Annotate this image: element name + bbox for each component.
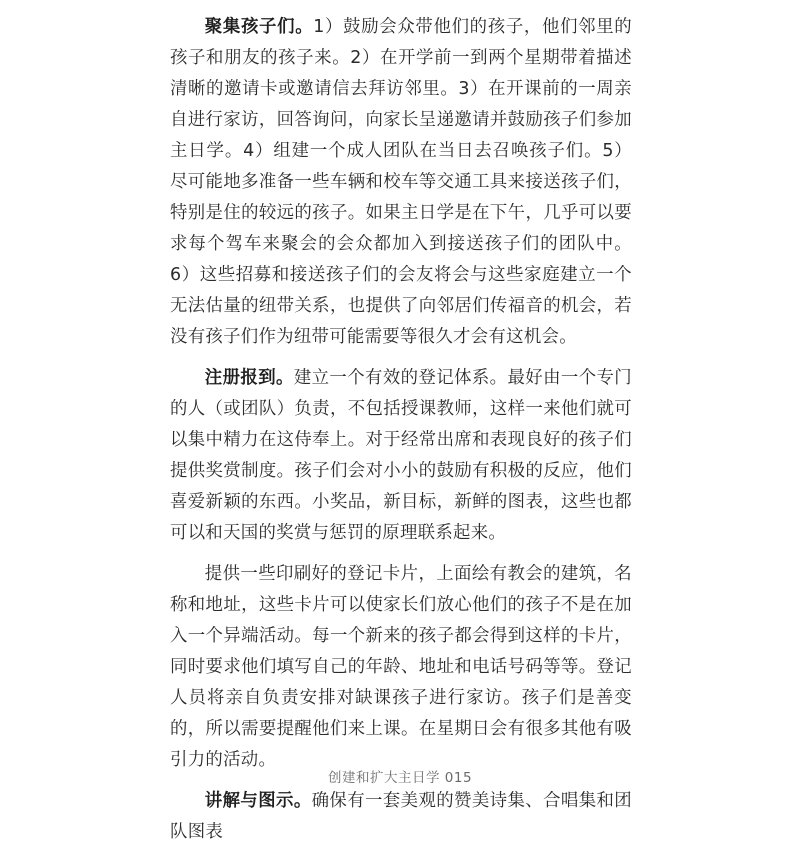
paragraph-text: 确保有一套美观的赞美诗集、合唱集和团队图表 [170,791,632,842]
paragraph-text: 1）鼓励会众带他们的孩子，他们邻里的孩子和朋友的孩子来。2）在开学前一到两个星期带着描述清晰的邀请卡或邀请信去拜访邻里。3）在开课前的一周亲自进行家访，回答询问，向家长呈递邀请并鼓励孩子们参加主日学。4）组建一个成人团队在当日去召唤孩子们。5）尽可能地多准备一些车辆和校车等交通工具来接送孩子们，特别是住的较远的孩子。如果主日学是在下午，几乎可以要求每个驾车来聚会的会众都加入到接送孩子们的团队中。6）这些招募和接送孩子们的会友将会与这些家庭建立一个无法估量的纽带关系，也提供了向邻居们传福音的机会，若没有孩子们作为纽带可能需要等很久才会有这机会。 [170,17,632,347]
paragraph-registration-cards [170,559,632,776]
paragraph-heading: 聚集孩子们。 [204,17,314,37]
paragraph-heading: 讲解与图示。 [204,791,312,811]
paragraph-gathering-children [170,12,632,353]
page-body [170,12,632,858]
paragraph-heading: 注册报到。 [204,368,294,388]
paragraph-text: 建立一个有效的登记体系。最好由一个专门的人（或团队）负责，不包括授课教师，这样一来他们就可以集中精力在这侍奉上。对于经常出席和表现良好的孩子们提供奖赏制度。孩子们会对小小的鼓励有积极的反应，他们喜爱新颖的东西。小奖品，新目标，新鲜的图表，这些也都可以和天国的奖赏与惩罚的原理联系起来。 [170,368,632,543]
paragraph-registration [170,363,632,549]
paragraph-explanation-illustration [170,786,632,848]
paragraph-text: 提供一些印刷好的登记卡片，上面绘有教会的建筑，名称和地址，这些卡片可以使家长们放心他们的孩子不是在加入一个异端活动。每一个新来的孩子都会得到这样的卡片，同时要求他们填写自己的年龄、地址和电话号码等等。登记人员将亲自负责安排对缺课孩子进行家访。孩子们是善变的，所以需要提醒他们来上课。在星期日会有很多其他有吸引力的活动。 [170,564,632,770]
page-footer: 创建和扩大主日学 015 [327,770,473,786]
